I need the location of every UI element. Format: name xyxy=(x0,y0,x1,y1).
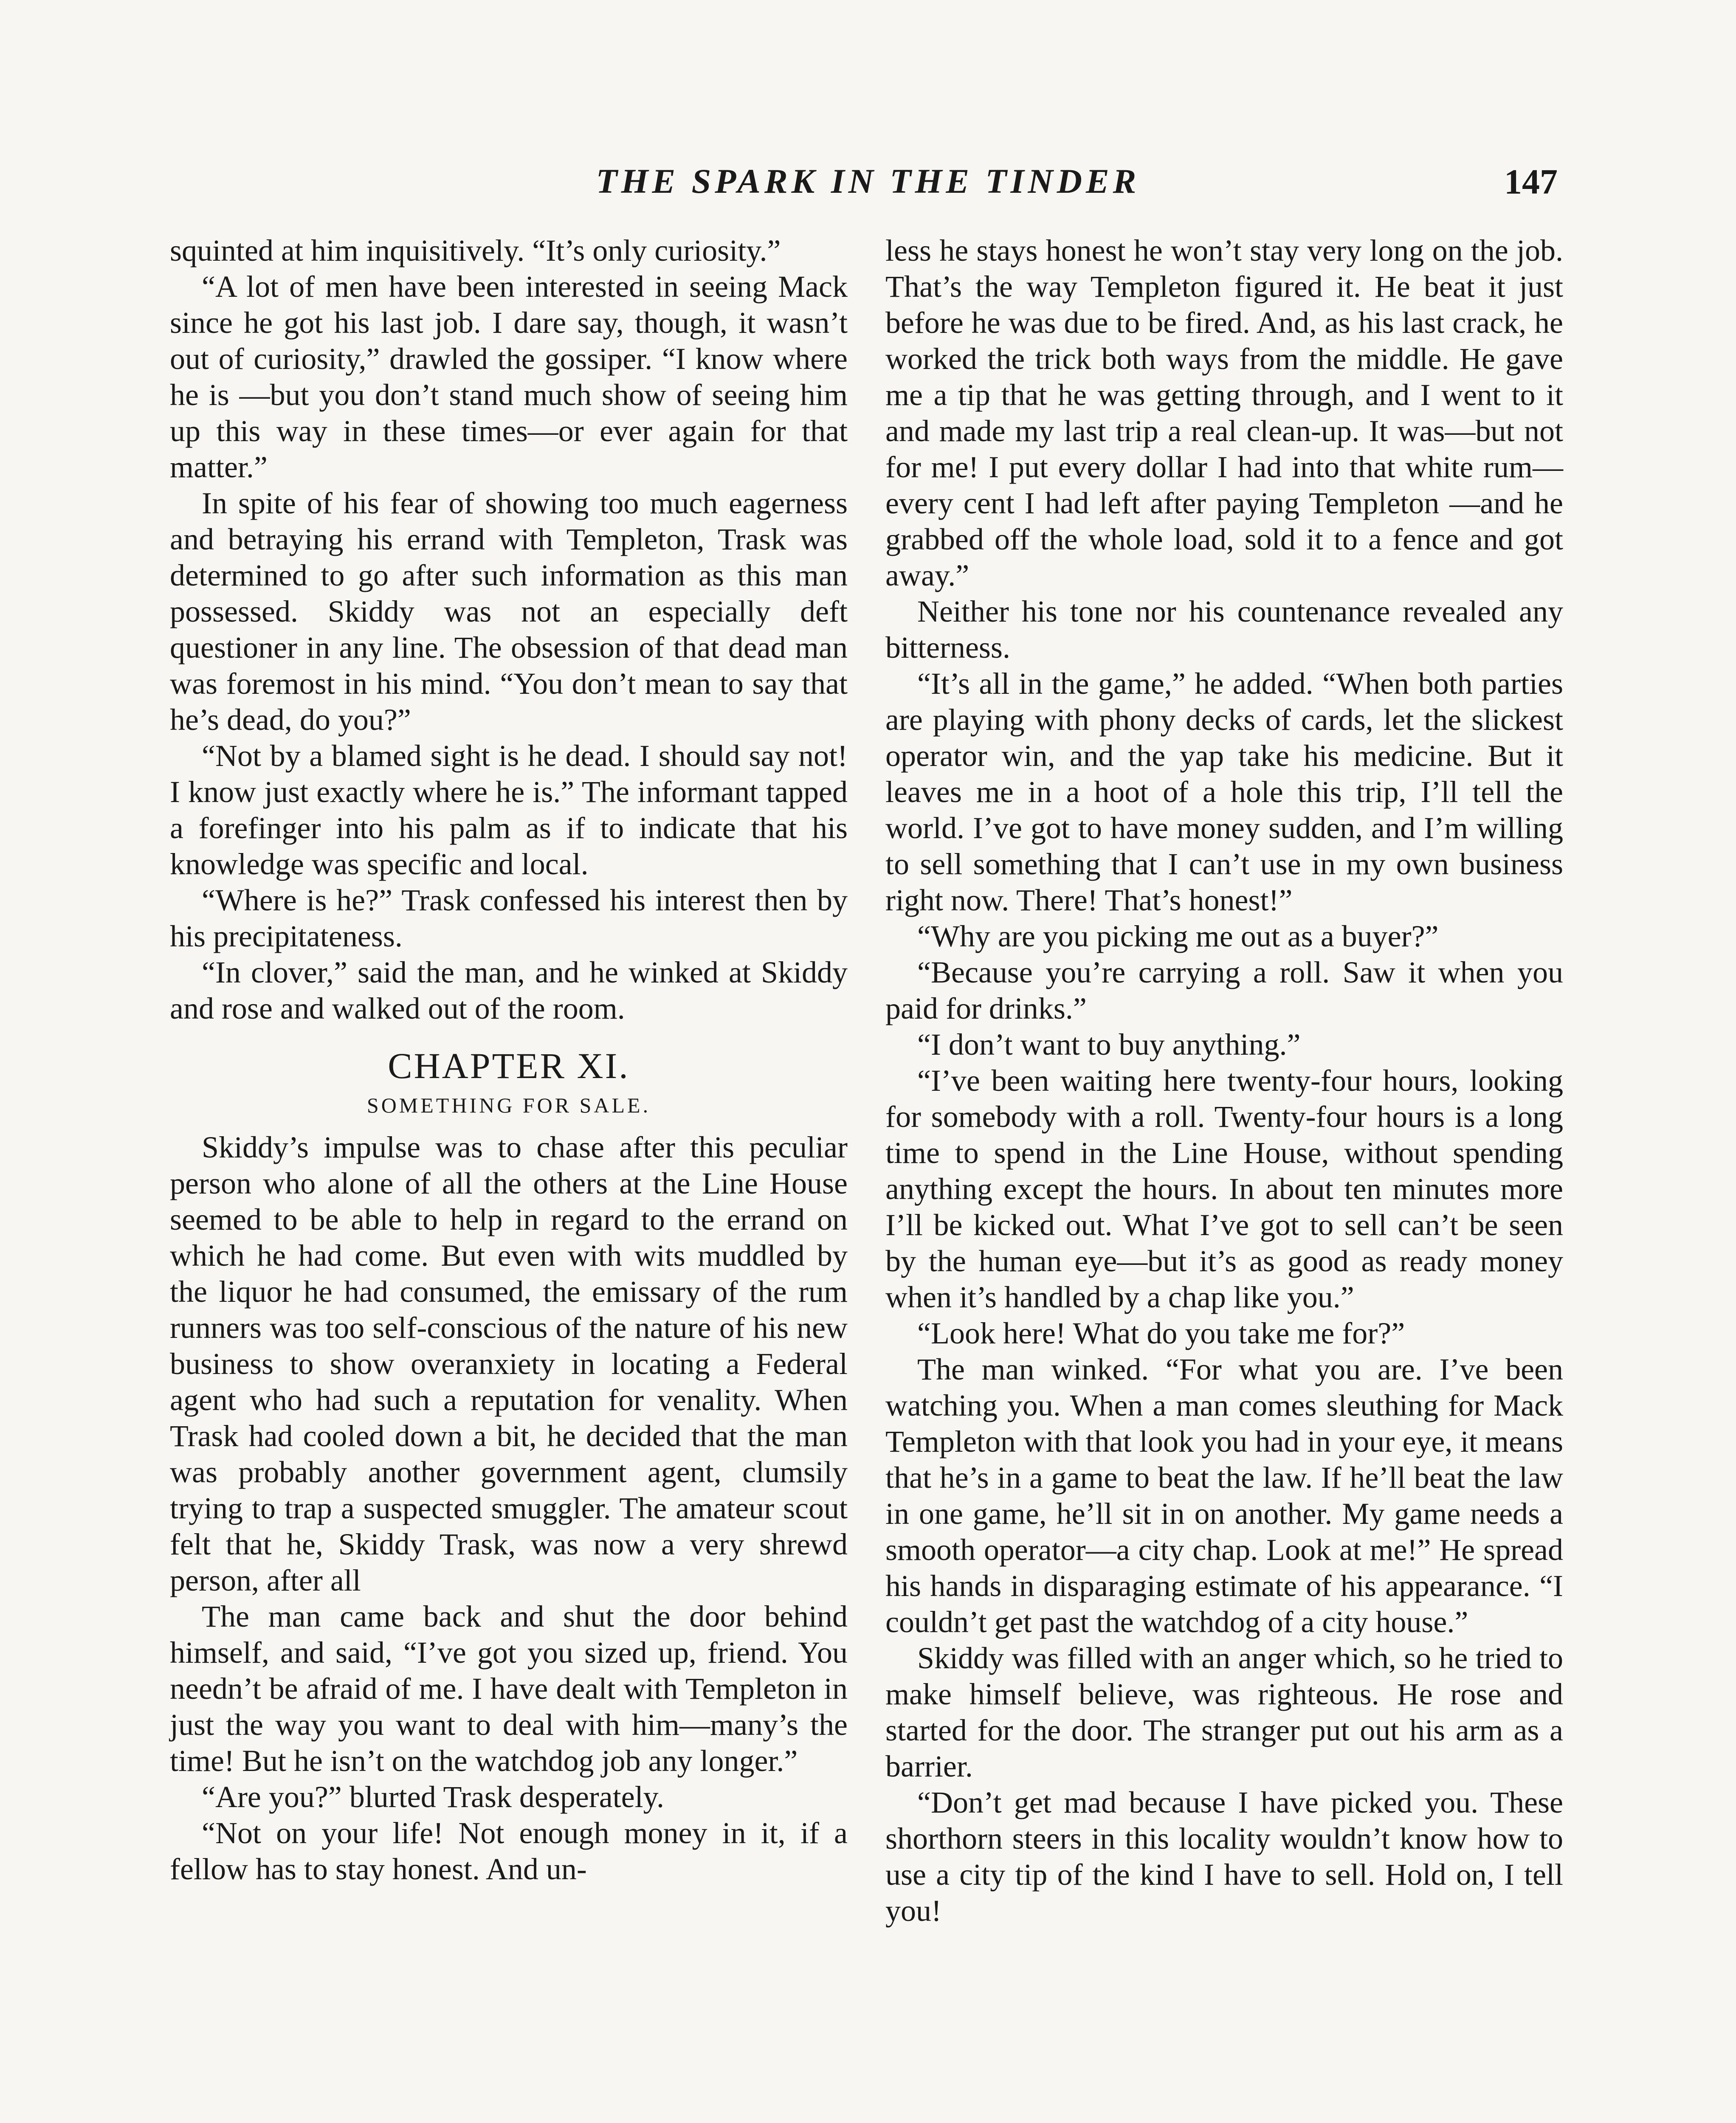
paragraph: Skiddy was filled with an anger which, so he tried to make himself believe, was righteous. He rose and started for the door. The stranger put out his arm as a barrier. xyxy=(885,1641,1563,1783)
paragraph: The man came back and shut the door behind himself, and said, “I’ve got you sized up, friend. You needn’t be afraid of me. I have dealt with Templeton in just the way you want to deal with him—many’s the time! But he isn’t on the watchdog job any longer.” xyxy=(170,1599,848,1778)
paragraph: “It’s all in the game,” he added. “When both parties are playing with phony decks of cards, let the slickest operator win, and the yap take his medicine. But it leaves me in a hoot of a hole this trip, I’ll tell the world. I’ve got to have money sudden, and I’m willing to sell something that I can’t use in my own business right now. There! That’s honest!” xyxy=(885,667,1563,917)
paragraph: “Not by a blamed sight is he dead. I should say not! I know just exactly where he is.” The informant tapped a forefinger into his palm as if to indicate that his knowledge was specific and local. xyxy=(170,739,848,881)
running-title: THE SPARK IN THE TINDER xyxy=(596,162,1140,200)
paragraph: “Not on your life! Not enough money in it, if a fellow has to stay honest. And un- xyxy=(170,1816,848,1886)
paragraph: “Look here! What do you take me for?” xyxy=(917,1316,1405,1350)
paragraph: “Are you?” blurted Trask desperately. xyxy=(202,1780,664,1814)
paragraph: “I’ve been waiting here twenty-four hours, looking for somebody with a roll. Twenty-four hours is a long time to spend in the Line House, without spending anything except the hours. In about ten minutes more I’ll be kicked out. What I’ve got to sell can’t be seen by the human eye—but it’s as good as ready money when it’s handled by a chap like you.” xyxy=(885,1064,1563,1314)
paragraph: The man winked. “For what you are. I’ve been watching you. When a man comes sleuthing for Mack Templeton with that look you had in your eye, it means that he’s in a game to beat the law. If he’ll beat the law in one game, he’ll sit in on another. My game needs a smooth operator—a city chap. Look at me!” He spread his hands in disparaging estimate of his appearance. “I couldn’t get past the watchdog of a city house.” xyxy=(885,1352,1563,1639)
paragraph: “Don’t get mad because I have picked you. These shorthorn steers in this locality wouldn’t know how to use a city tip of the kind I have to sell. Hold on, I tell you! xyxy=(885,1785,1563,1928)
paragraph: “Why are you picking me out as a buyer?” xyxy=(917,919,1439,953)
page-header xyxy=(0,153,1736,217)
chapter-title: CHAPTER XI. xyxy=(388,1045,630,1086)
paragraph: less he stays honest he won’t stay very long on the job. That’s the way Templeton figured it. He beat it just before he was due to be fired. And, as his last crack, he worked the trick both ways from the middle. He gave me a tip that he was getting through, and I went to it and made my last trip a real clean-up. It was—but not for me! I put every dollar I had into that white rum—every cent I had left after paying Templeton —and he grabbed off the whole load, sold it to a fence and got away.” xyxy=(885,234,1563,592)
paragraph: In spite of his fear of showing too much eagerness and betraying his errand with Templeton, Trask was determined to go after such information as this man possessed. Skiddy was not an especially deft questioner in any line. The obsession of that dead man was foremost in his mind. “You don’t mean to say that he’s dead, do you?” xyxy=(170,486,848,737)
paragraph: Skiddy’s impulse was to chase after this peculiar person who alone of all the others at the Line House seemed to be able to help in regard to the errand on which he had come. But even with wits muddled by the liquor he had consumed, the emissary of the rum runners was too self-conscious of the nature of his new business to show overanxiety in locating a Federal agent who had such a reputation for venality. When Trask had cooled down a bit, he decided that the man was probably another government agent, clumsily trying to trap a suspected smuggler. The amateur scout felt that he, Skiddy Trask, was now a very shrewd person, after all xyxy=(170,1130,848,1597)
paragraph: squinted at him inquisitively. “It’s only curiosity.” xyxy=(170,234,781,267)
right-column xyxy=(885,233,1563,1929)
paragraph: “Where is he?” Trask confessed his interest then by his precipitateness. xyxy=(170,883,848,953)
paragraph: “Because you’re carrying a roll. Saw it when you paid for drinks.” xyxy=(885,955,1563,1025)
left-column xyxy=(170,233,848,1887)
paragraph: “I don’t want to buy anything.” xyxy=(917,1028,1301,1062)
chapter-subtitle: SOMETHING FOR SALE. xyxy=(366,1093,651,1117)
page-number: 147 xyxy=(1504,162,1558,202)
paragraph: “A lot of men have been interested in seeing Mack since he got his last job. I dare say, though, it wasn’t out of curiosity,” drawled the gossiper. “I know where he is —but you don’t stand much show of seeing him up this way in these times—or ever again for that matter.” xyxy=(170,270,848,484)
paragraph: Neither his tone nor his countenance revealed any bitterness. xyxy=(885,594,1563,664)
paragraph: “In clover,” said the man, and he winked at Skiddy and rose and walked out of the room. xyxy=(170,955,848,1025)
